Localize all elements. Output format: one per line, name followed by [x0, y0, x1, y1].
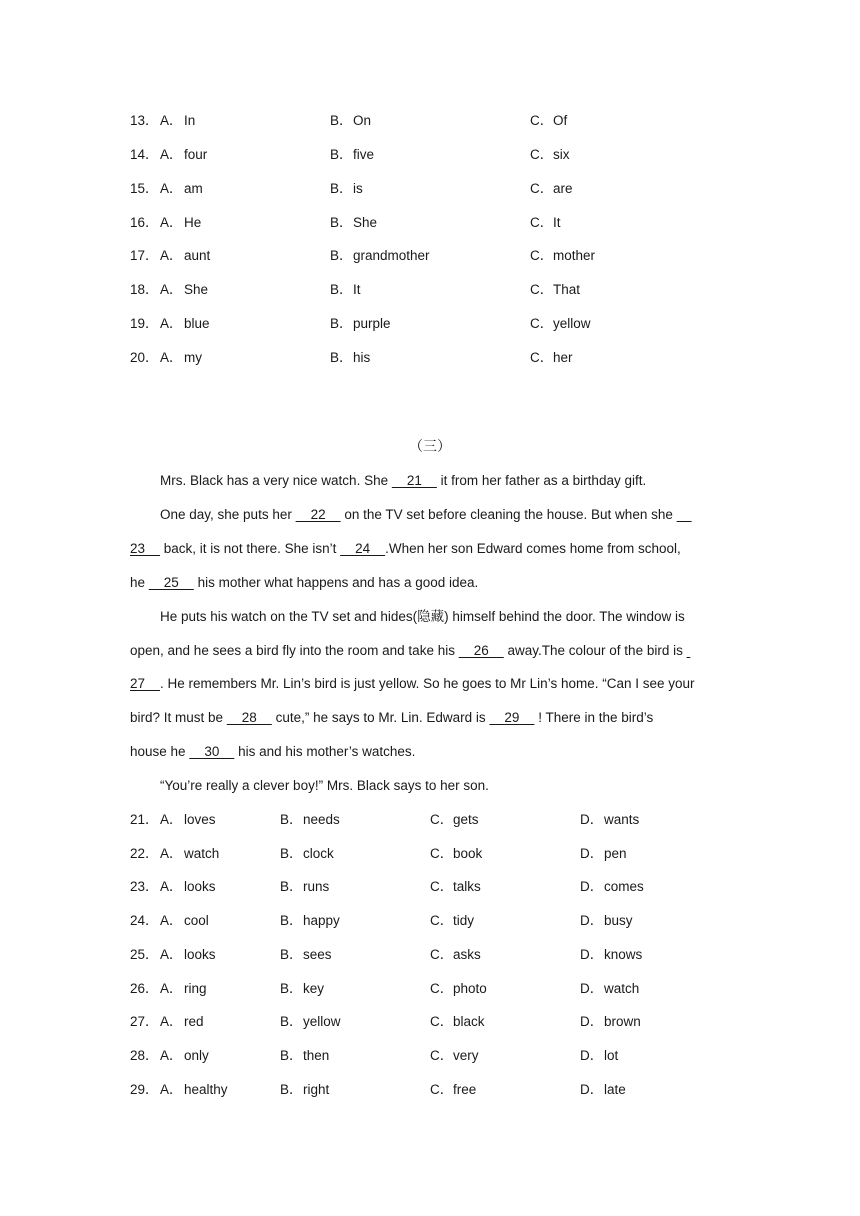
option-b-text: yellow — [303, 1014, 341, 1029]
option-c-text: It — [553, 215, 561, 230]
option-a-letter: A． — [160, 1082, 183, 1097]
option-b-letter: B． — [330, 215, 353, 230]
option-d-letter: D． — [580, 846, 604, 861]
option-c-letter: C． — [430, 812, 454, 827]
option-c-letter: C． — [430, 1048, 454, 1063]
passage-text: One day, she puts her — [160, 507, 296, 522]
option-c-letter: C． — [530, 316, 554, 331]
option-c-text: tidy — [453, 913, 475, 928]
option-c-text: very — [453, 1048, 479, 1063]
option-b-letter: B． — [280, 812, 303, 827]
option-a-letter: A． — [160, 947, 183, 962]
passage-text: ! There in the bird’s — [534, 710, 654, 725]
option-d-text: brown — [604, 1014, 641, 1029]
passage-line — [130, 471, 760, 491]
option-c-letter: C． — [430, 947, 454, 962]
option-b-text: right — [303, 1082, 330, 1097]
option-a-letter: A． — [160, 147, 183, 162]
option-a-text: healthy — [184, 1082, 228, 1097]
option-b-letter: B． — [280, 1048, 303, 1063]
blank-27: 27 — [130, 676, 161, 691]
question-number: 26． — [130, 981, 159, 996]
passage-text: . He remembers Mr. Lin’s bird is just yellow. So he goes to Mr Lin’s home. “Can I see your — [160, 676, 695, 691]
question-number: 13． — [130, 113, 159, 128]
question-number: 21． — [130, 812, 159, 827]
option-a-letter: A． — [160, 215, 183, 230]
question-number: 25． — [130, 947, 159, 962]
blank-26: 26 — [458, 643, 504, 658]
passage-text: bird? It must be — [130, 710, 227, 725]
option-a-letter: A． — [160, 350, 183, 365]
passage-text: his and his mother’s watches. — [234, 744, 416, 759]
passage-text: .When her son Edward comes home from school, — [385, 541, 681, 556]
option-b-text: key — [303, 981, 325, 996]
option-c-text: free — [453, 1082, 477, 1097]
option-b-letter: B． — [280, 913, 303, 928]
question-number: 23． — [130, 879, 159, 894]
question-number: 18． — [130, 282, 159, 297]
option-a-text: aunt — [184, 248, 211, 263]
option-c-text: mother — [553, 248, 596, 263]
option-d-text: comes — [604, 879, 644, 894]
option-c-letter: C． — [530, 350, 554, 365]
option-b-letter: B． — [280, 947, 303, 962]
option-b-letter: B． — [330, 350, 353, 365]
option-d-letter: D． — [580, 981, 604, 996]
question-number: 28． — [130, 1048, 159, 1063]
option-b-letter: B． — [330, 282, 353, 297]
option-d-letter: D． — [580, 1082, 604, 1097]
option-b-text: his — [353, 350, 371, 365]
option-d-text: watch — [604, 981, 640, 996]
option-a-text: In — [184, 113, 196, 128]
option-b-letter: B． — [280, 1014, 303, 1029]
option-a-letter: A． — [160, 1048, 183, 1063]
option-d-letter: D． — [580, 1014, 604, 1029]
option-b-text: She — [353, 215, 378, 230]
option-b-text: grandmother — [353, 248, 430, 263]
option-c-text: That — [553, 282, 581, 297]
option-c-text: are — [553, 181, 573, 196]
question-number: 15． — [130, 181, 159, 196]
question-number: 27． — [130, 1014, 159, 1029]
question-number: 24． — [130, 913, 159, 928]
option-a-letter: A． — [160, 812, 183, 827]
option-d-text: pen — [604, 846, 627, 861]
option-a-letter: A． — [160, 282, 183, 297]
option-c-text: Of — [553, 113, 568, 128]
section-heading: （三） — [409, 439, 451, 455]
option-b-letter: B． — [330, 181, 353, 196]
option-c-letter: C． — [530, 147, 554, 162]
option-b-letter: B． — [330, 248, 353, 263]
option-a-text: loves — [184, 812, 216, 827]
option-c-letter: C． — [430, 913, 454, 928]
option-a-text: only — [184, 1048, 209, 1063]
passage-line — [130, 674, 730, 694]
option-b-text: On — [353, 113, 372, 128]
option-c-text: book — [453, 846, 483, 861]
option-b-text: purple — [353, 316, 391, 331]
option-b-text: is — [353, 181, 363, 196]
blank-25: 25 — [148, 575, 194, 590]
option-d-text: lot — [604, 1048, 619, 1063]
option-a-letter: A． — [160, 316, 183, 331]
option-d-letter: D． — [580, 812, 604, 827]
passage-text: house he — [130, 744, 190, 759]
option-d-letter: D． — [580, 879, 604, 894]
passage-text: his mother what happens and has a good idea. — [193, 575, 479, 590]
passage-text: away.The colour of the bird is — [503, 643, 687, 658]
option-a-text: cool — [184, 913, 209, 928]
question-number: 20． — [130, 350, 159, 365]
blank-28: 28 — [226, 710, 272, 725]
option-a-text: blue — [184, 316, 210, 331]
option-d-text: knows — [604, 947, 643, 962]
option-a-text: ring — [184, 981, 207, 996]
option-c-letter: C． — [430, 846, 454, 861]
passage-line — [130, 539, 730, 559]
option-c-text: her — [553, 350, 573, 365]
option-b-text: needs — [303, 812, 340, 827]
option-c-text: black — [453, 1014, 485, 1029]
option-b-text: It — [353, 282, 361, 297]
option-c-text: yellow — [553, 316, 591, 331]
question-number: 16． — [130, 215, 159, 230]
option-b-letter: B． — [280, 981, 303, 996]
question-number: 29． — [130, 1082, 159, 1097]
option-d-text: wants — [604, 812, 640, 827]
option-b-letter: B． — [280, 846, 303, 861]
blank-21: 21 — [391, 473, 437, 488]
option-a-letter: A． — [160, 879, 183, 894]
question-number: 14． — [130, 147, 159, 162]
passage-line — [130, 573, 730, 593]
option-b-text: sees — [303, 947, 332, 962]
option-d-letter: D． — [580, 913, 604, 928]
option-b-letter: B． — [330, 316, 353, 331]
option-c-text: asks — [453, 947, 481, 962]
option-c-letter: C． — [530, 113, 554, 128]
passage-text: it from her father as a birthday gift. — [436, 473, 647, 488]
option-a-letter: A． — [160, 248, 183, 263]
option-b-text: runs — [303, 879, 330, 894]
option-c-text: gets — [453, 812, 479, 827]
question-number: 17． — [130, 248, 159, 263]
question-number: 19． — [130, 316, 159, 331]
option-b-letter: B． — [330, 147, 353, 162]
passage-line — [130, 776, 760, 796]
blank-22: 22 — [295, 507, 341, 522]
option-c-letter: C． — [530, 181, 554, 196]
option-c-letter: C． — [430, 1014, 454, 1029]
passage-text: open, and he sees a bird fly into the room and take his — [130, 643, 459, 658]
blank-24: 24 — [340, 541, 386, 556]
passage-text: on the TV set before cleaning the house. But when she — [340, 507, 677, 522]
option-b-text: clock — [303, 846, 334, 861]
option-c-letter: C． — [430, 879, 454, 894]
option-b-letter: B． — [280, 879, 303, 894]
option-a-text: watch — [184, 846, 220, 861]
option-c-text: photo — [453, 981, 487, 996]
passage-line — [130, 505, 760, 525]
option-c-text: talks — [453, 879, 481, 894]
option-b-letter: B． — [280, 1082, 303, 1097]
option-a-text: am — [184, 181, 203, 196]
option-c-text: six — [553, 147, 570, 162]
option-a-letter: A． — [160, 981, 183, 996]
option-d-text: late — [604, 1082, 626, 1097]
passage-text: He puts his watch on the TV set and hides(隐藏) himself behind the door. The window is — [160, 609, 685, 624]
option-a-letter: A． — [160, 1014, 183, 1029]
option-a-text: red — [184, 1014, 204, 1029]
option-c-letter: C． — [530, 282, 554, 297]
option-a-text: looks — [184, 947, 216, 962]
option-c-letter: C． — [430, 981, 454, 996]
option-c-letter: C． — [430, 1082, 454, 1097]
option-a-letter: A． — [160, 181, 183, 196]
passage-text: back, it is not there. She isn’t — [160, 541, 341, 556]
option-d-letter: D． — [580, 947, 604, 962]
option-c-letter: C． — [530, 248, 554, 263]
option-b-text: then — [303, 1048, 330, 1063]
option-b-text: happy — [303, 913, 340, 928]
option-a-letter: A． — [160, 913, 183, 928]
blank-30: 30 — [189, 744, 235, 759]
option-a-text: looks — [184, 879, 216, 894]
passage-line — [130, 742, 730, 762]
blank-27-start — [687, 641, 691, 661]
option-d-letter: D． — [580, 1048, 604, 1063]
option-a-letter: A． — [160, 846, 183, 861]
option-a-text: She — [184, 282, 209, 297]
passage-text: Mrs. Black has a very nice watch. She — [160, 473, 392, 488]
passage-line — [130, 641, 730, 661]
option-a-text: He — [184, 215, 202, 230]
option-c-letter: C． — [530, 215, 554, 230]
blank-23-start — [677, 505, 692, 525]
question-number: 22． — [130, 846, 159, 861]
option-a-letter: A． — [160, 113, 183, 128]
blank-23: 23 — [130, 541, 161, 556]
passage-text: “You’re really a clever boy!” Mrs. Black says to her son. — [160, 778, 489, 793]
option-a-text: my — [184, 350, 202, 365]
option-b-letter: B． — [330, 113, 353, 128]
passage-line — [130, 708, 730, 728]
option-d-text: busy — [604, 913, 633, 928]
passage-text: cute,” he says to Mr. Lin. Edward is — [271, 710, 490, 725]
passage-text: he — [130, 575, 149, 590]
option-a-text: four — [184, 147, 208, 162]
option-b-text: five — [353, 147, 375, 162]
passage-line — [130, 607, 760, 627]
blank-29: 29 — [489, 710, 535, 725]
